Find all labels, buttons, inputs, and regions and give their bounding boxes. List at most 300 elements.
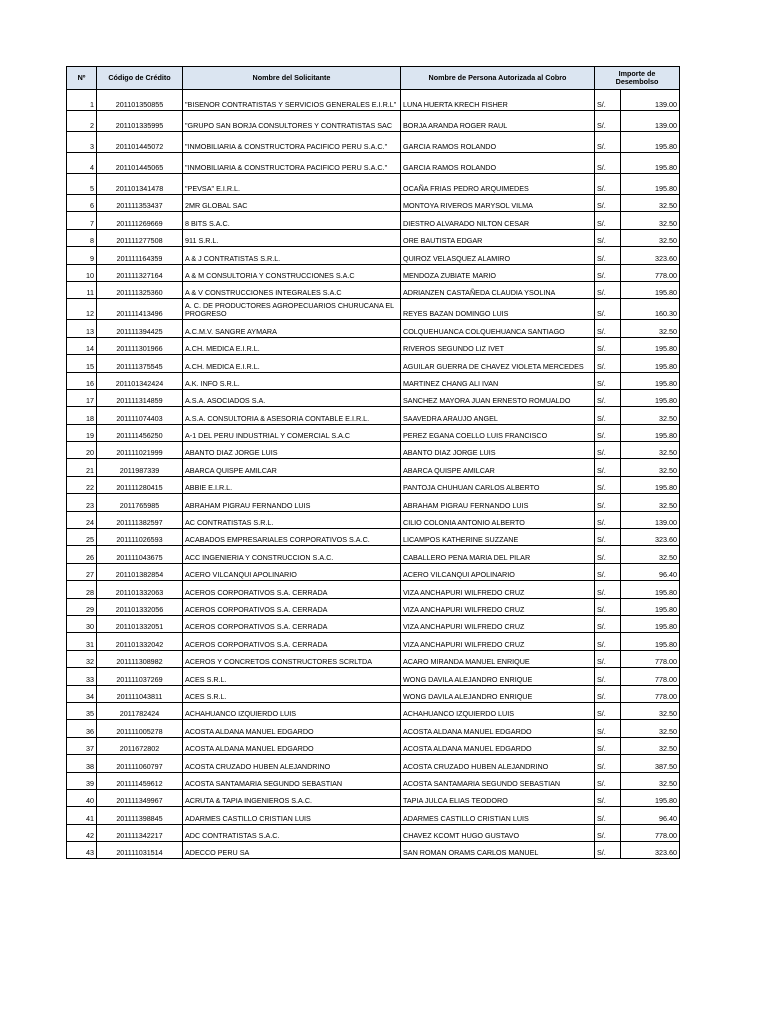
disbursement-amount: 195.80 xyxy=(621,337,680,354)
applicant-name: ACOSTA SANTAMARIA SEGUNDO SEBASTIAN xyxy=(183,772,401,789)
applicant-name: 2MR GLOBAL SAC xyxy=(183,195,401,212)
table-row xyxy=(67,407,680,424)
applicant-name: ACEROS CORPORATIVOS S.A. CERRADA xyxy=(183,581,401,598)
currency-symbol: S/. xyxy=(595,90,621,111)
disbursement-amount: 32.50 xyxy=(621,459,680,476)
row-number: 19 xyxy=(67,424,97,441)
table-row xyxy=(67,563,680,580)
applicant-name: ACOSTA ALDANA MANUEL EDGARDO xyxy=(183,737,401,754)
row-number: 29 xyxy=(67,598,97,615)
disbursement-amount: 195.80 xyxy=(621,424,680,441)
disbursement-amount: 32.50 xyxy=(621,702,680,719)
currency-symbol: S/. xyxy=(595,355,621,372)
table-row xyxy=(67,153,680,174)
credit-code: 201111349967 xyxy=(97,789,183,806)
authorized-person: GARCIA RAMOS ROLANDO xyxy=(401,153,595,174)
row-number: 36 xyxy=(67,720,97,737)
disbursement-amount: 139.00 xyxy=(621,90,680,111)
row-number: 38 xyxy=(67,755,97,772)
disbursement-amount: 323.60 xyxy=(621,247,680,264)
authorized-person: DIESTRO ALVARADO NILTON CESAR xyxy=(401,212,595,229)
credit-code: 201101382854 xyxy=(97,563,183,580)
authorized-person: ADRIANZEN CASTAÑEDA CLAUDIA YSOLINA xyxy=(401,281,595,298)
row-number: 5 xyxy=(67,174,97,195)
applicant-name: AC CONTRATISTAS S.R.L. xyxy=(183,511,401,528)
disbursement-amount: 195.80 xyxy=(621,153,680,174)
row-number: 10 xyxy=(67,264,97,281)
disbursement-amount: 387.50 xyxy=(621,755,680,772)
currency-symbol: S/. xyxy=(595,229,621,246)
authorized-person: ACOSTA CRUZADO HUBEN ALEJANDRINO xyxy=(401,755,595,772)
applicant-name: ACES S.R.L. xyxy=(183,668,401,685)
currency-symbol: S/. xyxy=(595,737,621,754)
currency-symbol: S/. xyxy=(595,476,621,493)
disbursement-amount: 139.00 xyxy=(621,111,680,132)
credit-code: 201111382597 xyxy=(97,511,183,528)
credit-code: 201101332051 xyxy=(97,615,183,632)
applicant-name: 8 BITS S.A.C. xyxy=(183,212,401,229)
authorized-person: AGUILAR GUERRA DE CHAVEZ VIOLETA MERCEDES xyxy=(401,355,595,372)
row-number: 35 xyxy=(67,702,97,719)
credit-code: 201101332063 xyxy=(97,581,183,598)
row-number: 34 xyxy=(67,685,97,702)
disbursement-amount: 32.50 xyxy=(621,320,680,337)
authorized-person: PEREZ EGANA COELLO LUIS FRANCISCO xyxy=(401,424,595,441)
currency-symbol: S/. xyxy=(595,598,621,615)
table-row xyxy=(67,633,680,650)
row-number: 18 xyxy=(67,407,97,424)
applicant-name: A-1 DEL PERU INDUSTRIAL Y COMERCIAL S.A.C xyxy=(183,424,401,441)
applicant-name: ACC INGENIERIA Y CONSTRUCCION S.A.C. xyxy=(183,546,401,563)
credit-code: 2011765985 xyxy=(97,494,183,511)
currency-symbol: S/. xyxy=(595,247,621,264)
row-number: 31 xyxy=(67,633,97,650)
disbursement-amount: 32.50 xyxy=(621,407,680,424)
credit-code: 201111005278 xyxy=(97,720,183,737)
applicant-name: "INMOBILIARIA & CONSTRUCTORA PACIFICO PERU S.A.C." xyxy=(183,132,401,153)
applicant-name: ADECCO PERU SA xyxy=(183,842,401,859)
applicant-name: 911 S.R.L. xyxy=(183,229,401,246)
disbursement-amount: 778.00 xyxy=(621,668,680,685)
applicant-name: ACES S.R.L. xyxy=(183,685,401,702)
applicant-name: A.K. INFO S.R.L. xyxy=(183,372,401,389)
row-number: 28 xyxy=(67,581,97,598)
currency-symbol: S/. xyxy=(595,372,621,389)
credit-code: 201111021999 xyxy=(97,442,183,459)
authorized-person: MARTINEZ CHANG ALI IVAN xyxy=(401,372,595,389)
applicant-name: ABARCA QUISPE AMILCAR xyxy=(183,459,401,476)
row-number: 21 xyxy=(67,459,97,476)
table-row xyxy=(67,755,680,772)
disbursement-amount: 96.40 xyxy=(621,807,680,824)
disbursement-amount: 32.50 xyxy=(621,195,680,212)
row-number: 3 xyxy=(67,132,97,153)
table-row xyxy=(67,650,680,667)
applicant-name: A & J CONTRATISTAS S.R.L. xyxy=(183,247,401,264)
currency-symbol: S/. xyxy=(595,424,621,441)
disbursement-amount: 195.80 xyxy=(621,598,680,615)
authorized-person: VIZA ANCHAPURI WILFREDO CRUZ xyxy=(401,581,595,598)
table-row xyxy=(67,737,680,754)
row-number: 22 xyxy=(67,476,97,493)
row-number: 16 xyxy=(67,372,97,389)
currency-symbol: S/. xyxy=(595,111,621,132)
credit-code: 201111060797 xyxy=(97,755,183,772)
credit-code: 2011672802 xyxy=(97,737,183,754)
table-row xyxy=(67,389,680,406)
authorized-person: BORJA ARANDA ROGER RAUL xyxy=(401,111,595,132)
authorized-person: SAN ROMAN ORAMS CARLOS MANUEL xyxy=(401,842,595,859)
authorized-person: SAAVEDRA ARAUJO ANGEL xyxy=(401,407,595,424)
table-row xyxy=(67,668,680,685)
table-row xyxy=(67,789,680,806)
currency-symbol: S/. xyxy=(595,685,621,702)
row-number: 25 xyxy=(67,529,97,546)
credit-code: 201111342217 xyxy=(97,824,183,841)
currency-symbol: S/. xyxy=(595,755,621,772)
table-row xyxy=(67,195,680,212)
authorized-person: VIZA ANCHAPURI WILFREDO CRUZ xyxy=(401,598,595,615)
header-applicant-name: Nombre del Solicitante xyxy=(183,67,401,90)
authorized-person: TAPIA JULCA ELIAS TEODORO xyxy=(401,789,595,806)
credit-code: 201101335995 xyxy=(97,111,183,132)
authorized-person: REYES BAZAN DOMINGO LUIS xyxy=(401,299,595,320)
disbursement-amount: 778.00 xyxy=(621,824,680,841)
credit-code: 201111398845 xyxy=(97,807,183,824)
row-number: 4 xyxy=(67,153,97,174)
disbursement-amount: 32.50 xyxy=(621,720,680,737)
table-row xyxy=(67,442,680,459)
credit-code: 201101445072 xyxy=(97,132,183,153)
credit-code: 201111375545 xyxy=(97,355,183,372)
applicant-name: ACERO VILCANQUI APOLINARIO xyxy=(183,563,401,580)
header-credit-code: Código de Crédito xyxy=(97,67,183,90)
row-number: 40 xyxy=(67,789,97,806)
disbursement-amount: 195.80 xyxy=(621,174,680,195)
currency-symbol: S/. xyxy=(595,824,621,841)
applicant-name: ACEROS CORPORATIVOS S.A. CERRADA xyxy=(183,598,401,615)
applicant-name: ABANTO DIAZ JORGE LUIS xyxy=(183,442,401,459)
currency-symbol: S/. xyxy=(595,702,621,719)
header-number: Nº xyxy=(67,67,97,90)
currency-symbol: S/. xyxy=(595,789,621,806)
disbursement-amount: 195.80 xyxy=(621,132,680,153)
applicant-name: ACEROS Y CONCRETOS CONSTRUCTORES SCRLTDA xyxy=(183,650,401,667)
credit-code: 201101332042 xyxy=(97,633,183,650)
row-number: 2 xyxy=(67,111,97,132)
currency-symbol: S/. xyxy=(595,337,621,354)
applicant-name: ACHAHUANCO IZQUIERDO LUIS xyxy=(183,702,401,719)
credit-code: 2011987339 xyxy=(97,459,183,476)
credit-code: 201101341478 xyxy=(97,174,183,195)
table-row xyxy=(67,355,680,372)
disbursement-amount: 195.80 xyxy=(621,581,680,598)
disbursement-amount: 32.50 xyxy=(621,212,680,229)
credit-code: 201111031514 xyxy=(97,842,183,859)
table-row xyxy=(67,807,680,824)
credit-code: 201101332056 xyxy=(97,598,183,615)
table-row xyxy=(67,264,680,281)
authorized-person: QUIROZ VELASQUEZ ALAMIRO xyxy=(401,247,595,264)
credit-code: 201111269669 xyxy=(97,212,183,229)
credit-code: 201111164359 xyxy=(97,247,183,264)
row-number: 26 xyxy=(67,546,97,563)
currency-symbol: S/. xyxy=(595,389,621,406)
currency-symbol: S/. xyxy=(595,281,621,298)
table-row xyxy=(67,581,680,598)
authorized-person: ADARMES CASTILLO CRISTIAN LUIS xyxy=(401,807,595,824)
table-row xyxy=(67,702,680,719)
authorized-person: GARCIA RAMOS ROLANDO xyxy=(401,132,595,153)
credit-code: 201111277508 xyxy=(97,229,183,246)
applicant-name: ADC CONTRATISTAS S.A.C. xyxy=(183,824,401,841)
currency-symbol: S/. xyxy=(595,650,621,667)
authorized-person: ABARCA QUISPE AMILCAR xyxy=(401,459,595,476)
currency-symbol: S/. xyxy=(595,529,621,546)
row-number: 6 xyxy=(67,195,97,212)
applicant-name: ACOSTA ALDANA MANUEL EDGARDO xyxy=(183,720,401,737)
table-row xyxy=(67,299,680,320)
authorized-person: CILIO COLONIA ANTONIO ALBERTO xyxy=(401,511,595,528)
currency-symbol: S/. xyxy=(595,633,621,650)
disbursement-amount: 195.80 xyxy=(621,633,680,650)
disbursement-amount: 778.00 xyxy=(621,650,680,667)
currency-symbol: S/. xyxy=(595,772,621,789)
authorized-person: VIZA ANCHAPURI WILFREDO CRUZ xyxy=(401,633,595,650)
authorized-person: ACARO MIRANDA MANUEL ENRIQUE xyxy=(401,650,595,667)
disbursement-amount: 323.60 xyxy=(621,529,680,546)
row-number: 41 xyxy=(67,807,97,824)
applicant-name: A & V CONSTRUCCIONES INTEGRALES S.A.C xyxy=(183,281,401,298)
credit-code: 201111280415 xyxy=(97,476,183,493)
disbursement-amount: 323.60 xyxy=(621,842,680,859)
authorized-person: CHAVEZ KCOMT HUGO GUSTAVO xyxy=(401,824,595,841)
row-number: 8 xyxy=(67,229,97,246)
table-row xyxy=(67,229,680,246)
row-number: 30 xyxy=(67,615,97,632)
currency-symbol: S/. xyxy=(595,132,621,153)
applicant-name: ACRUTA & TAPIA INGENIEROS S.A.C. xyxy=(183,789,401,806)
credit-code: 201111043811 xyxy=(97,685,183,702)
disbursement-amount: 195.80 xyxy=(621,355,680,372)
row-number: 42 xyxy=(67,824,97,841)
table-row xyxy=(67,320,680,337)
credit-code: 201111459612 xyxy=(97,772,183,789)
authorized-person: ACOSTA ALDANA MANUEL EDGARDO xyxy=(401,737,595,754)
table-row xyxy=(67,494,680,511)
table-row xyxy=(67,546,680,563)
disbursement-amount: 32.50 xyxy=(621,546,680,563)
authorized-person: ACOSTA ALDANA MANUEL EDGARDO xyxy=(401,720,595,737)
authorized-person: COLQUEHUANCA COLQUEHUANCA SANTIAGO xyxy=(401,320,595,337)
table-row xyxy=(67,174,680,195)
table-row xyxy=(67,372,680,389)
row-number: 32 xyxy=(67,650,97,667)
authorized-person: MONTOYA RIVEROS MARYSOL VILMA xyxy=(401,195,595,212)
applicant-name: ACOSTA CRUZADO HUBEN ALEJANDRINO xyxy=(183,755,401,772)
applicant-name: "GRUPO SAN BORJA CONSULTORES Y CONTRATISTAS SAC xyxy=(183,111,401,132)
disbursement-amount: 32.50 xyxy=(621,494,680,511)
authorized-person: PANTOJA CHUHUAN CARLOS ALBERTO xyxy=(401,476,595,493)
disbursement-amount: 32.50 xyxy=(621,772,680,789)
table-row xyxy=(67,598,680,615)
currency-symbol: S/. xyxy=(595,174,621,195)
currency-symbol: S/. xyxy=(595,668,621,685)
credit-code: 2011782424 xyxy=(97,702,183,719)
row-number: 12 xyxy=(67,299,97,320)
applicant-name: ACEROS CORPORATIVOS S.A. CERRADA xyxy=(183,633,401,650)
header-row xyxy=(67,67,680,90)
currency-symbol: S/. xyxy=(595,442,621,459)
table-row xyxy=(67,212,680,229)
credit-code: 201101342424 xyxy=(97,372,183,389)
applicant-name: ABBIE E.I.R.L. xyxy=(183,476,401,493)
credit-code: 201111325360 xyxy=(97,281,183,298)
currency-symbol: S/. xyxy=(595,320,621,337)
row-number: 33 xyxy=(67,668,97,685)
disbursement-amount: 195.80 xyxy=(621,789,680,806)
row-number: 1 xyxy=(67,90,97,111)
disbursement-amount: 32.50 xyxy=(621,737,680,754)
authorized-person: OCAÑA FRIAS PEDRO ARQUIMEDES xyxy=(401,174,595,195)
disbursement-amount: 160.30 xyxy=(621,299,680,320)
authorized-person: WONG DAVILA ALEJANDRO ENRIQUE xyxy=(401,668,595,685)
table-row xyxy=(67,615,680,632)
table-row xyxy=(67,281,680,298)
row-number: 27 xyxy=(67,563,97,580)
applicant-name: ACEROS CORPORATIVOS S.A. CERRADA xyxy=(183,615,401,632)
currency-symbol: S/. xyxy=(595,563,621,580)
credit-code: 201111314859 xyxy=(97,389,183,406)
applicant-name: A.CH. MEDICA E.I.R.L. xyxy=(183,355,401,372)
currency-symbol: S/. xyxy=(595,299,621,320)
authorized-person: LUNA HUERTA KRECH FISHER xyxy=(401,90,595,111)
currency-symbol: S/. xyxy=(595,264,621,281)
authorized-person: ACHAHUANCO IZQUIERDO LUIS xyxy=(401,702,595,719)
row-number: 7 xyxy=(67,212,97,229)
table-row xyxy=(67,424,680,441)
currency-symbol: S/. xyxy=(595,615,621,632)
table-row xyxy=(67,529,680,546)
row-number: 14 xyxy=(67,337,97,354)
table-row xyxy=(67,111,680,132)
table-row xyxy=(67,247,680,264)
table-row xyxy=(67,459,680,476)
applicant-name: A.C.M.V. SANGRE AYMARA xyxy=(183,320,401,337)
currency-symbol: S/. xyxy=(595,842,621,859)
currency-symbol: S/. xyxy=(595,807,621,824)
applicant-name: "BISENOR CONTRATISTAS Y SERVICIOS GENERALES E.I.R.L" xyxy=(183,90,401,111)
disbursement-amount: 778.00 xyxy=(621,685,680,702)
credit-code: 201101350855 xyxy=(97,90,183,111)
authorized-person: SANCHEZ MAYORA JUAN ERNESTO ROMUALDO xyxy=(401,389,595,406)
row-number: 13 xyxy=(67,320,97,337)
applicant-name: A & M CONSULTORIA Y CONSTRUCCIONES S.A.C xyxy=(183,264,401,281)
currency-symbol: S/. xyxy=(595,407,621,424)
table-body xyxy=(67,90,680,859)
currency-symbol: S/. xyxy=(595,195,621,212)
table-row xyxy=(67,90,680,111)
credit-code: 201111026593 xyxy=(97,529,183,546)
row-number: 43 xyxy=(67,842,97,859)
credit-code: 201111301966 xyxy=(97,337,183,354)
applicant-name: "INMOBILIARIA & CONSTRUCTORA PACIFICO PERU S.A.C." xyxy=(183,153,401,174)
applicant-name: A.S.A. CONSULTORIA & ASESORIA CONTABLE E.I.R.L. xyxy=(183,407,401,424)
table-row xyxy=(67,772,680,789)
currency-symbol: S/. xyxy=(595,459,621,476)
row-number: 17 xyxy=(67,389,97,406)
authorized-person: ACERO VILCANQUI APOLINARIO xyxy=(401,563,595,580)
authorized-person: ABRAHAM PIGRAU FERNANDO LUIS xyxy=(401,494,595,511)
currency-symbol: S/. xyxy=(595,720,621,737)
credit-code: 201111037269 xyxy=(97,668,183,685)
currency-symbol: S/. xyxy=(595,546,621,563)
applicant-name: ABRAHAM PIGRAU FERNANDO LUIS xyxy=(183,494,401,511)
table-row xyxy=(67,337,680,354)
row-number: 20 xyxy=(67,442,97,459)
credit-code: 201111413496 xyxy=(97,299,183,320)
currency-symbol: S/. xyxy=(595,212,621,229)
applicant-name: "PEVSA" E.I.R.L. xyxy=(183,174,401,195)
table-row xyxy=(67,476,680,493)
credit-code: 201111074403 xyxy=(97,407,183,424)
authorized-person: ACOSTA SANTAMARIA SEGUNDO SEBASTIAN xyxy=(401,772,595,789)
table-row xyxy=(67,842,680,859)
authorized-person: VIZA ANCHAPURI WILFREDO CRUZ xyxy=(401,615,595,632)
disbursement-amount: 195.80 xyxy=(621,372,680,389)
table-row xyxy=(67,685,680,702)
row-number: 37 xyxy=(67,737,97,754)
credit-code: 201111308982 xyxy=(97,650,183,667)
row-number: 23 xyxy=(67,494,97,511)
currency-symbol: S/. xyxy=(595,494,621,511)
header-disbursement-amount: Importe de Desembolso xyxy=(595,67,680,90)
credit-disbursement-table xyxy=(66,66,680,859)
applicant-name: A.CH. MEDICA E.I.R.L. xyxy=(183,337,401,354)
disbursement-amount: 195.80 xyxy=(621,281,680,298)
row-number: 39 xyxy=(67,772,97,789)
authorized-person: WONG DAVILA ALEJANDRO ENRIQUE xyxy=(401,685,595,702)
currency-symbol: S/. xyxy=(595,581,621,598)
disbursement-amount: 96.40 xyxy=(621,563,680,580)
applicant-name: A.S.A. ASOCIADOS S.A. xyxy=(183,389,401,406)
currency-symbol: S/. xyxy=(595,153,621,174)
credit-code: 201111456250 xyxy=(97,424,183,441)
authorized-person: ORE BAUTISTA EDGAR xyxy=(401,229,595,246)
authorized-person: MENDOZA ZUBIATE MARIO xyxy=(401,264,595,281)
table-row xyxy=(67,132,680,153)
applicant-name: A. C. DE PRODUCTORES AGROPECUARIOS CHURUCANA EL PROGRESO xyxy=(183,299,401,320)
disbursement-amount: 32.50 xyxy=(621,229,680,246)
authorized-person: RIVEROS SEGUNDO LIZ IVET xyxy=(401,337,595,354)
credit-code: 201111353437 xyxy=(97,195,183,212)
row-number: 9 xyxy=(67,247,97,264)
row-number: 11 xyxy=(67,281,97,298)
credit-code: 201111394425 xyxy=(97,320,183,337)
authorized-person: LICAMPOS KATHERINE SUZZANE xyxy=(401,529,595,546)
row-number: 15 xyxy=(67,355,97,372)
credit-code: 201101445065 xyxy=(97,153,183,174)
disbursement-amount: 195.80 xyxy=(621,476,680,493)
disbursement-amount: 195.80 xyxy=(621,389,680,406)
authorized-person: CABALLERO PENA MARIA DEL PILAR xyxy=(401,546,595,563)
disbursement-amount: 778.00 xyxy=(621,264,680,281)
table-row xyxy=(67,824,680,841)
credit-code: 201111043675 xyxy=(97,546,183,563)
applicant-name: ADARMES CASTILLO CRISTIAN LUIS xyxy=(183,807,401,824)
disbursement-amount: 32.50 xyxy=(621,442,680,459)
authorized-person: ABANTO DIAZ JORGE LUIS xyxy=(401,442,595,459)
